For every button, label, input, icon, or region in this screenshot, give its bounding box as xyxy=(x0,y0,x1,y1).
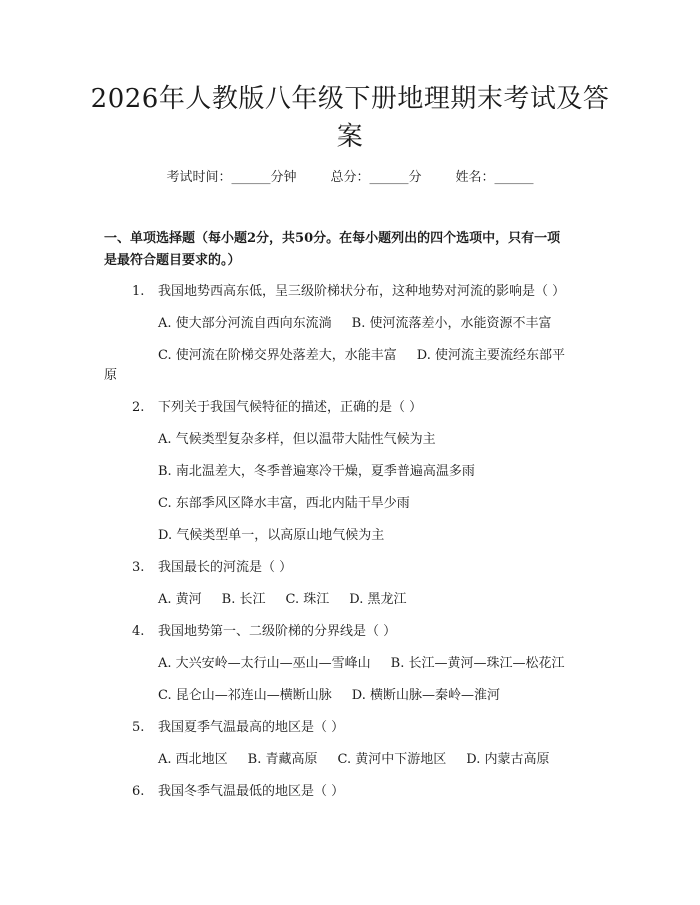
exam-title-line-1: 2026年人教版八年级下册地理期末考试及答 xyxy=(90,84,610,114)
option-b: B. 青藏高原 xyxy=(247,752,318,767)
total-score-field: 总分：______分 xyxy=(330,170,422,185)
option-c: C. 黄河中下游地区 xyxy=(337,752,447,767)
section-heading-line-2: 是最符合题目要求的。） xyxy=(104,253,241,268)
question-number: 2. xyxy=(132,400,145,415)
question-3 xyxy=(132,558,292,578)
exam-title-line-2: 案 xyxy=(336,122,364,152)
question-3-options-row xyxy=(158,590,406,610)
section-heading-line-1: 一、单项选择题（每小题2分，共50分。在每小题列出的四个选项中，只有一项 xyxy=(104,231,561,246)
option-b: B. 长江 xyxy=(221,592,266,607)
option-a: A. 气候类型复杂多样，但以温带大陆性气候为主 xyxy=(158,432,436,447)
question-5-options-row xyxy=(158,750,549,770)
question-2 xyxy=(132,398,422,418)
question-4-options-row-2 xyxy=(158,686,500,706)
section-heading xyxy=(104,228,604,272)
question-text: 下列关于我国气候特征的描述，正确的是（ ） xyxy=(158,400,423,415)
option-d: D. 横断山脉—秦岭—淮河 xyxy=(351,688,500,703)
question-text: 我国夏季气温最高的地区是（ ） xyxy=(158,720,345,735)
option-b: B. 长江—黄河—珠江—松花江 xyxy=(390,656,565,671)
option-a: A. 使大部分河流自西向东流淌 xyxy=(158,316,332,331)
question-text: 我国冬季气温最低的地区是（ ） xyxy=(158,784,345,799)
question-6 xyxy=(132,782,344,802)
question-number: 5. xyxy=(132,720,145,735)
question-1-options-row-1 xyxy=(158,314,551,334)
exam-time-field: 考试时间：______分钟 xyxy=(166,170,297,185)
exam-info-line xyxy=(0,168,700,188)
question-5 xyxy=(132,718,344,738)
question-1-options-row-2 xyxy=(158,346,565,366)
question-number: 3. xyxy=(132,560,145,575)
option-d: D. 使河流主要流经东部平 xyxy=(416,348,565,363)
question-number: 4. xyxy=(132,624,145,639)
option-c: C. 东部季风区降水丰富，西北内陆干旱少雨 xyxy=(158,496,410,511)
option-c: C. 使河流在阶梯交界处落差大，水能丰富 xyxy=(158,348,397,363)
question-text: 我国最长的河流是（ ） xyxy=(158,560,293,575)
option-b: B. 南北温差大，冬季普遍寒冷干燥，夏季普遍高温多雨 xyxy=(158,464,475,479)
exam-title xyxy=(90,80,610,156)
option-c: C. 昆仑山—祁连山—横断山脉 xyxy=(158,688,332,703)
question-number: 1. xyxy=(132,284,145,299)
question-text: 我国地势第一、二级阶梯的分界线是（ ） xyxy=(158,624,397,639)
question-1 xyxy=(132,282,565,302)
option-d: D. 气候类型单一，以高原山地气候为主 xyxy=(158,528,385,543)
option-a: A. 西北地区 xyxy=(158,752,228,767)
question-4-options-row-1 xyxy=(158,654,564,674)
student-name-field: 姓名：______ xyxy=(455,170,534,185)
question-4 xyxy=(132,622,396,642)
option-d-wrap: 原 xyxy=(104,368,118,383)
question-number: 6. xyxy=(132,784,145,799)
option-d: D. 黑龙江 xyxy=(349,592,407,607)
option-a: A. 黄河 xyxy=(158,592,202,607)
option-c: C. 珠江 xyxy=(285,592,330,607)
question-text: 我国地势西高东低，呈三级阶梯状分布，这种地势对河流的影响是（ ） xyxy=(158,284,566,299)
option-b: B. 使河流落差小，水能资源不丰富 xyxy=(351,316,552,331)
option-d: D. 内蒙古高原 xyxy=(466,752,550,767)
option-a: A. 大兴安岭—太行山—巫山—雪峰山 xyxy=(158,656,371,671)
